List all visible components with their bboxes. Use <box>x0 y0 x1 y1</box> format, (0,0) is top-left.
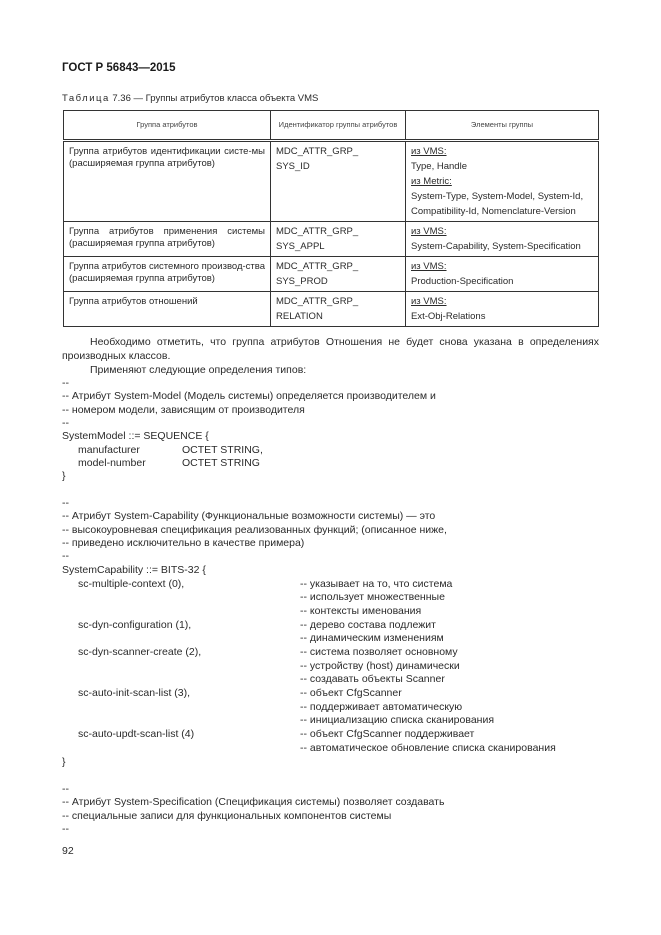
id-line: SYS_ID <box>276 161 310 172</box>
table-header-row <box>64 111 599 141</box>
element-list: Production-Specification <box>411 276 514 287</box>
code-bit-comment: -- устройству (host) динамически <box>300 660 460 672</box>
code-bit-comment: -- инициализацию списка сканирования <box>300 714 495 726</box>
group-cell: Группа атрибутов отношений <box>64 292 271 327</box>
attribute-groups-table <box>63 110 599 327</box>
standard-title: ГОСТ Р 56843—2015 <box>62 62 176 74</box>
code-bit-comment: -- автоматическое обновление списка сканирования <box>300 742 556 754</box>
group-cell: Группа атрибутов системного производ-ства (расширяемая группа атрибутов) <box>64 257 271 292</box>
column-header: Идентификатор группы атрибутов <box>271 111 406 141</box>
column-header: Группа атрибутов <box>64 111 271 141</box>
code-decl: SystemCapability ::= BITS-32 { <box>62 564 206 576</box>
element-source: из VMS: <box>411 146 447 157</box>
id-line: MDC_ATTR_GRP_ <box>276 226 359 237</box>
code-bit-name: sc-dyn-scanner-create (2), <box>78 646 202 658</box>
elements-cell <box>406 257 599 292</box>
element-list: Compatibility-Id, Nomenclature-Version <box>411 206 576 217</box>
table-caption-text: 7.36 — Группы атрибутов класса объекта VMS <box>109 93 319 104</box>
id-cell <box>271 292 406 327</box>
code-close: } <box>62 470 66 482</box>
table-row <box>64 292 599 327</box>
id-line: SYS_PROD <box>276 276 328 287</box>
column-header: Элементы группы <box>406 111 599 141</box>
id-line: MDC_ATTR_GRP_ <box>276 261 359 272</box>
table-caption-label: Таблица <box>62 93 110 104</box>
code-comment: -- Атрибут System-Capability (Функциональные возможности системы) — это <box>62 510 436 522</box>
code-comment: -- Атрибут System-Model (Модель системы) определяется производителем и <box>62 390 436 402</box>
code-field-type: OCTET STRING, <box>182 444 263 456</box>
code-comment: -- Атрибут System-Specification (Спецификация системы) позволяет создавать <box>62 796 445 808</box>
element-list: System-Capability, System-Specification <box>411 241 581 252</box>
paragraph-intro: Применяют следующие определения типов: <box>90 364 307 376</box>
code-bit-comment: -- дерево состава подлежит <box>300 619 436 631</box>
code-decl: SystemModel ::= SEQUENCE { <box>62 430 209 442</box>
code-comment: -- номером модели, зависящим от производителя <box>62 404 305 416</box>
code-bit-name: sc-auto-init-scan-list (3), <box>78 687 191 699</box>
elements-cell <box>406 292 599 327</box>
element-source: из VMS: <box>411 261 447 272</box>
element-list: System-Type, System-Model, System-Id, <box>411 191 584 202</box>
id-line: RELATION <box>276 311 323 322</box>
id-line: SYS_APPL <box>276 241 325 252</box>
table-row <box>64 257 599 292</box>
code-comment: -- высокоуровневая спецификация реализованных функций; (описанное ниже, <box>62 524 447 536</box>
code-bit-comment: -- динамическим изменениям <box>300 632 444 644</box>
elements-cell <box>406 141 599 222</box>
element-source: из VMS: <box>411 296 447 307</box>
paragraph-note: Необходимо отметить, что группа атрибутов Отношения не будет снова указана в определениях производных классов. <box>62 336 599 362</box>
code-bit-comment: -- поддерживает автоматическую <box>300 701 463 713</box>
code-field-name: manufacturer <box>78 444 140 456</box>
code-bit-comment: -- создавать объекты Scanner <box>300 673 445 685</box>
code-bit-name: sc-dyn-configuration (1), <box>78 619 192 631</box>
id-line: MDC_ATTR_GRP_ <box>276 296 359 307</box>
element-source: из VMS: <box>411 226 447 237</box>
table-row <box>64 222 599 257</box>
code-field-type: OCTET STRING <box>182 457 260 469</box>
code-bit-comment: -- указывает на то, что система <box>300 578 453 590</box>
elements-cell <box>406 222 599 257</box>
code-comment: -- <box>62 377 69 389</box>
code-bit-name: sc-auto-updt-scan-list (4) <box>78 728 195 740</box>
code-comment: -- <box>62 417 69 429</box>
element-list: Ext-Obj-Relations <box>411 311 486 322</box>
id-cell <box>271 141 406 222</box>
code-comment: -- специальные записи для функциональных компонентов системы <box>62 810 392 822</box>
code-field-name: model-number <box>78 457 146 469</box>
code-comment: -- приведено исключительно в качестве примера) <box>62 537 305 549</box>
code-bit-name: sc-multiple-context (0), <box>78 578 185 590</box>
id-cell <box>271 222 406 257</box>
code-bit-comment: -- объект CfgScanner <box>300 687 402 699</box>
element-list: Type, Handle <box>411 161 467 172</box>
code-comment: -- <box>62 823 69 835</box>
code-comment: -- <box>62 497 69 509</box>
table-row <box>64 141 599 222</box>
code-bit-comment: -- система позволяет основному <box>300 646 458 658</box>
code-bit-comment: -- использует множественные <box>300 591 445 603</box>
id-cell <box>271 257 406 292</box>
code-bit-comment: -- объект CfgScanner поддерживает <box>300 728 475 740</box>
group-cell: Группа атрибутов применения системы (расширяемая группа атрибутов) <box>64 222 271 257</box>
id-line: MDC_ATTR_GRP_ <box>276 146 359 157</box>
element-source: из Metric: <box>411 176 452 187</box>
code-close: } <box>62 756 66 768</box>
code-comment: -- <box>62 550 69 562</box>
code-bit-comment: -- контексты именования <box>300 605 422 617</box>
group-cell: Группа атрибутов идентификации систе-мы (расширяемая группа атрибутов) <box>64 141 271 222</box>
table-caption <box>62 93 318 104</box>
code-comment: -- <box>62 783 69 795</box>
page-number: 92 <box>62 845 74 857</box>
